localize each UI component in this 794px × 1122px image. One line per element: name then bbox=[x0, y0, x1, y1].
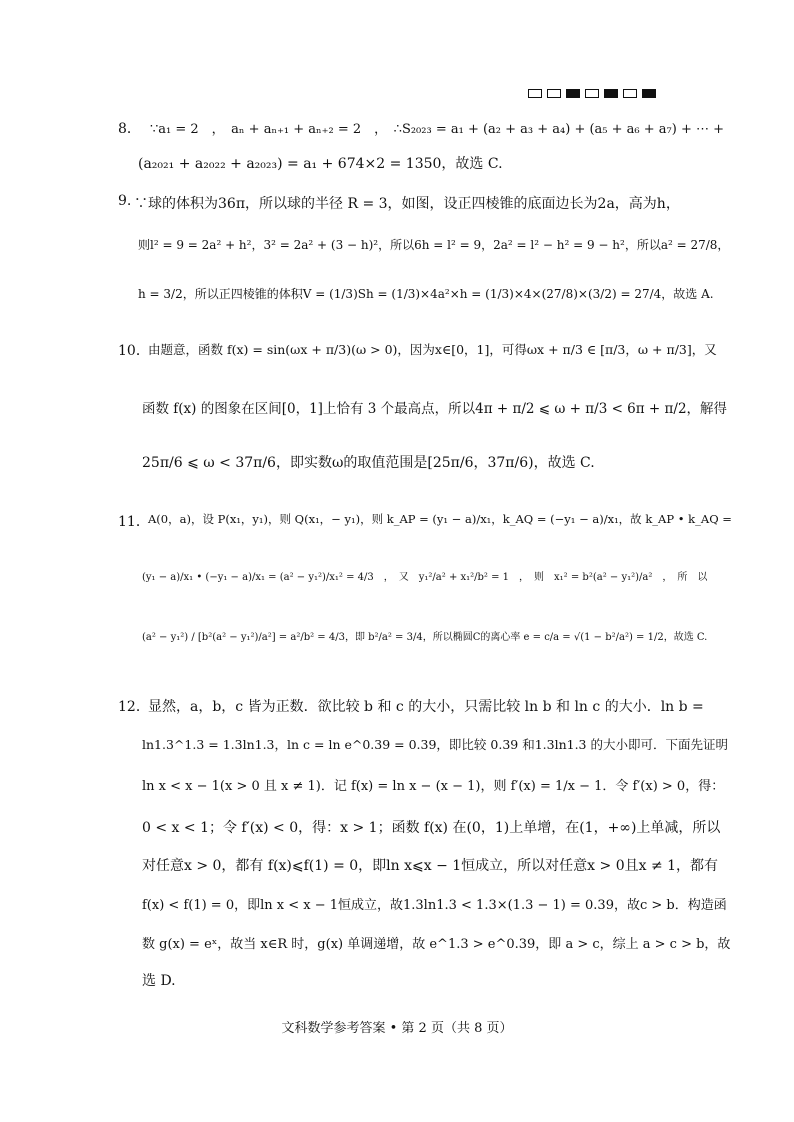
question-11-number: 11． bbox=[118, 514, 150, 530]
question-12-number: 12． bbox=[118, 699, 150, 715]
question-12-line: 选 D. bbox=[142, 973, 176, 989]
mark-filled bbox=[566, 89, 580, 98]
mark-empty bbox=[623, 89, 637, 98]
question-12-line: f(x) < f(1) = 0，即ln x < x − 1恒成立，故1.3ln1.3 < 1.3×(1.3 − 1) = 0.39，故c > b．构造函 bbox=[142, 898, 727, 913]
question-11-line: A(0，a)，设 P(x₁，y₁)，则 Q(x₁，− y₁)，则 k_AP = (y₁ − a)/x₁，k_AQ = (−y₁ − a)/x₁，故 k_AP • k_AQ = bbox=[148, 512, 732, 526]
question-8-number: 8． bbox=[118, 121, 141, 137]
question-10-line: 25π/6 ⩽ ω < 37π/6，即实数ω的取值范围是[25π/6，37π/6)，故选 C. bbox=[142, 455, 595, 471]
mark-filled bbox=[642, 89, 656, 98]
mark-filled bbox=[604, 89, 618, 98]
mark-empty bbox=[585, 89, 599, 98]
mark-empty bbox=[528, 89, 542, 98]
question-10-number: 10． bbox=[118, 343, 150, 359]
question-12-line: ln1.3^1.3 = 1.3ln1.3，ln c = ln e^0.39 = 0.39，即比较 0.39 和1.3ln1.3 的大小即可．下面先证明 bbox=[142, 737, 728, 752]
question-10-line: 由题意，函数 f(x) = sin(ωx + π/3)(ω > 0)，因为x∈[0，1]，可得ωx + π/3 ∈ [π/3，ω + π/3]，又 bbox=[148, 342, 717, 357]
mark-empty bbox=[547, 89, 561, 98]
question-9-line: ∵球的体积为36π，所以球的半径 R = 3，如图，设正四棱锥的底面边长为2a，高为h， bbox=[134, 196, 680, 212]
question-12-line: 对任意x > 0，都有 f(x)⩽f(1) = 0，即ln x⩽x − 1恒成立，所以对任意x > 0且x ≠ 1，都有 bbox=[142, 858, 719, 874]
question-9-line: h = 3/2，所以正四棱锥的体积V = (1/3)Sh = (1/3)×4a²×h = (1/3)×4×(27/8)×(3/2) = 27/4，故选 A. bbox=[138, 287, 714, 301]
question-12-line: 0 < x < 1；令 f′(x) < 0，得：x > 1；函数 f(x) 在(0，1)上单增，在(1，+∞)上单减，所以 bbox=[142, 820, 721, 836]
question-9-line: 则l² = 9 = 2a² + h²，3² = 2a² + (3 − h)²，所以6h = l² = 9，2a² = l² − h² = 9 − h²，所以a² = 27/8， bbox=[138, 238, 730, 252]
question-12-line: 数 g(x) = eˣ，故当 x∈R 时，g(x) 单调递增，故 e^1.3 > e^0.39，即 a > c，综上 a > c > b，故 bbox=[142, 937, 731, 952]
question-9-number: 9. bbox=[118, 193, 132, 209]
question-12-line: 显然，a，b，c 皆为正数．欲比较 b 和 c 的大小，只需比较 ln b 和 ln c 的大小．ln b = bbox=[148, 699, 704, 715]
question-11-line: (a² − y₁²) / [b²(a² − y₁²)/a²] = a²/b² = 4/3，即 b²/a² = 3/4，所以椭圆C的离心率 e = c/a = √(1 − b²/a²) = 1/2，故选 C. bbox=[142, 632, 708, 643]
question-8-line: ∵a₁ = 2 ， aₙ + aₙ₊₁ + aₙ₊₂ = 2 ， ∴S₂₀₂₃ = a₁ + (a₂ + a₃ + a₄) + (a₅ + a₆ + a₇) + ⋯ + bbox=[150, 122, 724, 137]
page-footer: 文科数学参考答案 • 第 2 页（共 8 页） bbox=[281, 1021, 513, 1036]
question-10-line: 函数 f(x) 的图象在区间[0，1]上恰有 3 个最高点，所以4π + π/2 ⩽ ω + π/3 < 6π + π/2，解得 bbox=[142, 401, 728, 417]
question-8-line: (a₂₀₂₁ + a₂₀₂₂ + a₂₀₂₃) = a₁ + 674×2 = 1350，故选 C. bbox=[138, 156, 503, 172]
header-marks bbox=[528, 89, 656, 98]
question-11-line: (y₁ − a)/x₁ • (−y₁ − a)/x₁ = (a² − y₁²)/x₁² = 4/3 ， 又 y₁²/a² + x₁²/b² = 1 ， 则 x₁² = b²(a² − y₁²)/a² ， 所 以 bbox=[142, 572, 708, 583]
question-12-line: ln x < x − 1(x > 0 且 x ≠ 1)．记 f(x) = ln x − (x − 1)，则 f′(x) = 1/x − 1．令 f′(x) > 0，得： bbox=[142, 779, 725, 794]
